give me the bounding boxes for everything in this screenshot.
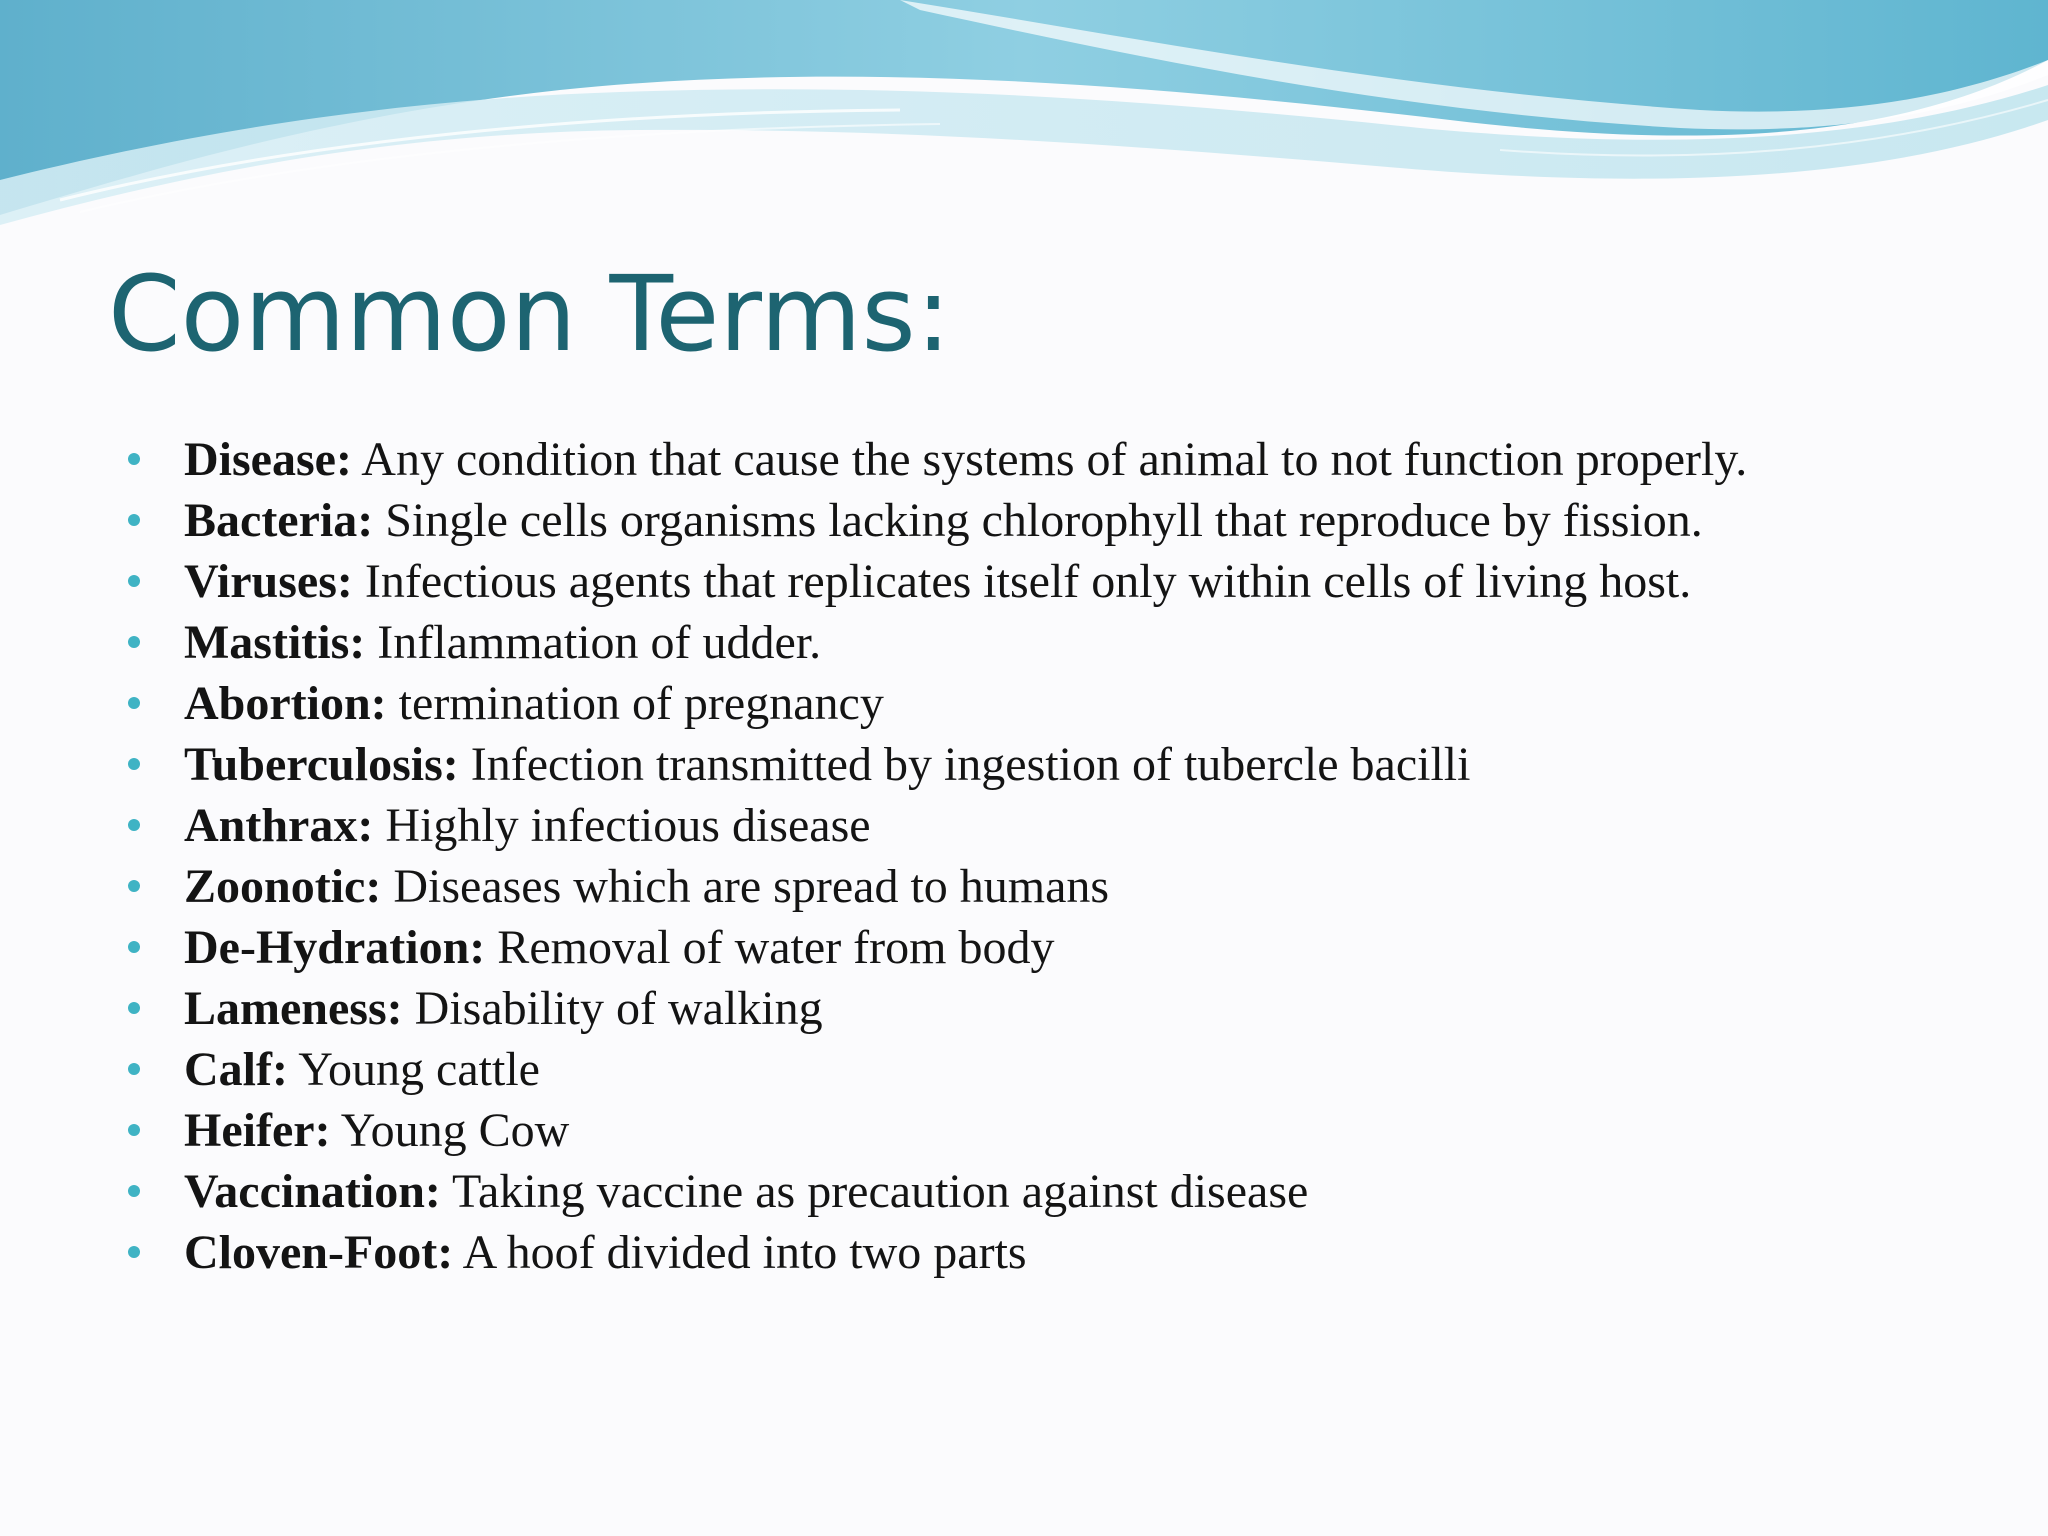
term-name: Calf: (184, 1043, 288, 1096)
term-name: Heifer: (184, 1104, 331, 1157)
term-definition: A hoof divided into two parts (453, 1226, 1027, 1279)
term-name: Disease: (184, 433, 352, 486)
bullet-icon (128, 1246, 140, 1258)
term-item (128, 1226, 2008, 1279)
term-definition: Diseases which are spread to humans (381, 860, 1110, 913)
bullet-icon (128, 758, 140, 770)
term-name: De-Hydration: (184, 921, 486, 974)
terms-list (128, 433, 2008, 1290)
term-item (128, 1043, 2008, 1096)
term-definition: termination of pregnancy (386, 677, 884, 730)
term-item (128, 616, 2008, 669)
bullet-icon (128, 819, 140, 831)
term-name: Tuberculosis: (184, 738, 459, 791)
term-item (128, 738, 2008, 791)
term-definition: Young cattle (287, 1043, 540, 1096)
term-name: Anthrax: (184, 799, 374, 852)
term-definition: Infectious agents that replicates itself only within cells of living host. (352, 555, 1692, 608)
bullet-icon (128, 1185, 140, 1197)
term-name: Lameness: (184, 982, 403, 1035)
term-name: Vaccination: (184, 1165, 441, 1218)
term-definition: Disability of walking (402, 982, 823, 1035)
term-name: Viruses: (184, 555, 353, 608)
bullet-icon (128, 1002, 140, 1014)
term-name: Zoonotic: (184, 860, 382, 913)
bullet-icon (128, 697, 140, 709)
bullet-icon (128, 636, 140, 648)
term-item (128, 555, 2008, 608)
term-definition: Removal of water from body (485, 921, 1055, 974)
term-name: Mastitis: (184, 616, 366, 669)
term-item (128, 799, 2008, 852)
term-name: Bacteria: (184, 494, 374, 547)
term-definition: Highly infectious disease (373, 799, 871, 852)
bullet-icon (128, 453, 140, 465)
term-name: Cloven-Foot: (184, 1226, 454, 1279)
term-definition: Young Cow (330, 1104, 570, 1157)
bullet-icon (128, 575, 140, 587)
bullet-icon (128, 1063, 140, 1075)
term-item (128, 494, 2008, 547)
term-item (128, 1104, 2008, 1157)
bullet-icon (128, 880, 140, 892)
term-definition: Single cells organisms lacking chlorophyll that reproduce by fission. (373, 494, 1703, 547)
term-item (128, 982, 2008, 1035)
term-definition: Any condition that cause the systems of animal to not function properly. (351, 433, 1748, 486)
term-name: Abortion: (184, 677, 387, 730)
term-definition: Infection transmitted by ingestion of tubercle bacilli (458, 738, 1471, 791)
term-definition: Taking vaccine as precaution against disease (440, 1165, 1309, 1218)
term-item (128, 860, 2008, 913)
term-item (128, 433, 2008, 486)
bullet-icon (128, 514, 140, 526)
term-item (128, 677, 2008, 730)
slide-title: Common Terms: (108, 253, 951, 375)
header-wave-decoration (0, 0, 2048, 260)
term-item (128, 1165, 2008, 1218)
bullet-icon (128, 941, 140, 953)
term-item (128, 921, 2008, 974)
bullet-icon (128, 1124, 140, 1136)
term-definition: Inflammation of udder. (365, 616, 822, 669)
